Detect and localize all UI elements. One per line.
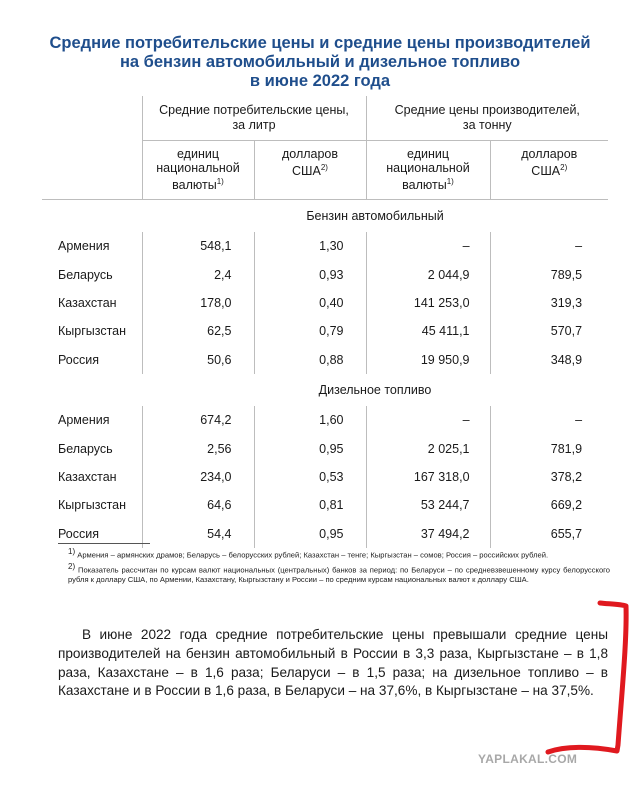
header-consumer-prices [142,96,366,141]
section-title: Бензин автомобильный [306,209,444,223]
country-name: Кыргызстан [58,498,127,513]
unit-text: валюты [402,178,447,193]
footnote-mark: 2) [68,561,76,571]
table-cell-value: 0,95 [254,520,366,548]
table-cell-value: 1,60 [254,406,366,434]
document-title [20,34,620,91]
table-cell-value: 37 494,2 [366,520,490,548]
table-cell-value: 0,79 [254,317,366,345]
section-row [42,200,608,233]
country-name: Казахстан [58,469,117,484]
section-title: Дизельное топливо [318,382,432,397]
country-name: Кыргызстан [58,324,127,339]
table-row [42,232,608,260]
table-row [42,463,608,491]
header-unit-usd-producer [490,141,608,200]
table-cell-value: 62,5 [142,317,254,345]
header-producer-line1: Средние цены производителей, [394,103,580,117]
table-row [42,317,608,345]
table-cell-value: 54,4 [142,520,254,548]
table-cell-value: – [490,406,608,434]
footnote-divider [58,543,150,544]
header-producer-prices [366,96,608,141]
table-cell-value: 141 253,0 [366,289,490,317]
table-cell-value: 669,2 [490,491,608,519]
country-name: Армения [58,239,110,254]
summary-text: В июне 2022 года средние потребительские цены превышали средние цены производителей на бензин автомобильный в России в 3,3 раза, Кыргызстане – в 1,8 раза, Казахстане – в 1,6 раза; Беларуси – в 1,5 раза; на дизельное топливо – в Казахстане и в России в 1,6 раза, в Беларуси – на 37,6%, в Кыргызстане – на 37,5%. [58,627,608,699]
table-cell-value: 570,7 [490,317,608,345]
country-name: Армения [58,413,110,428]
table-cell-value: 2 044,9 [366,260,490,288]
country-name: Беларусь [58,441,113,456]
title-line-1: Средние потребительские цены и средние цены производителей [49,34,591,52]
unit-text: единиц [407,147,450,162]
unit-text: национальной [386,161,470,176]
table-cell-value: 2 025,1 [366,434,490,462]
table-cell-value: 45 411,1 [366,317,490,345]
unit-text: США [531,164,561,179]
footnote-1-text: Армения – армянских драмов; Беларусь – белорусских рублей; Казахстан – тенге; Кыргызстан – сомов; Россия – российских рублей. [77,550,549,560]
footnotes [58,547,610,586]
table-cell-value: 0,53 [254,463,366,491]
table-cell-value: 319,3 [490,289,608,317]
header-unit-national-consumer [142,141,254,200]
summary-paragraph [58,626,608,701]
table-row [42,260,608,288]
table-cell-value: 0,93 [254,260,366,288]
header-consumer-line1: Средние потребительские цены, [159,103,349,117]
header-consumer-line2: за литр [232,118,276,132]
section-row [42,374,608,406]
footnote-ref: 1) [216,177,224,187]
footnote-2-text: Показатель рассчитан по курсам валют национальных (центральных) банков за период: по Беларуси – по средневзвешенному курсу белорусского рубля к доллару США, по Армении, Казахстану, Кыргызстану и России – по средним курсам национальных валют к доллару США. [68,565,610,585]
table-row [42,346,608,374]
footnote-1 [58,547,610,561]
unit-text: долларов [521,147,578,162]
table-cell-value: – [366,232,490,260]
footnote-ref: 2) [560,163,568,173]
title-line-3: в июне 2022 года [249,72,391,90]
header-row-groups [42,96,608,141]
table-row [42,491,608,519]
header-corner-2 [42,141,142,200]
table-cell-value: 0,88 [254,346,366,374]
table-cell-value: 50,6 [142,346,254,374]
country-name: Беларусь [58,267,113,282]
title-line-2: на бензин автомобильный и дизельное топливо [119,53,521,71]
table-body [42,200,608,548]
header-row-units [42,141,608,200]
header-unit-national-producer [366,141,490,200]
table-cell-value: 789,5 [490,260,608,288]
country-name: Казахстан [58,295,117,310]
table-row [42,289,608,317]
unit-text: США [292,164,321,179]
header-unit-usd-consumer [254,141,366,200]
header-corner [42,96,142,141]
table-cell-value: 0,40 [254,289,366,317]
price-table [42,96,608,548]
table-cell-value: 19 950,9 [366,346,490,374]
unit-text: единиц [177,147,219,162]
section-corner [42,374,142,406]
country-name: Россия [58,352,99,367]
country-name: Россия [58,526,99,541]
footnote-ref: 1) [446,177,454,187]
table-row [42,434,608,462]
table-cell-value: 53 244,7 [366,491,490,519]
table-row [42,406,608,434]
table-cell-value: 378,2 [490,463,608,491]
unit-text: долларов [281,147,339,162]
table-cell-value: 781,9 [490,434,608,462]
section-corner [42,200,142,233]
table-cell-value: – [366,406,490,434]
table-cell-value: 0,95 [254,434,366,462]
table-cell-value: 2,4 [142,260,254,288]
table-cell-value: – [490,232,608,260]
footnote-ref: 2) [320,163,328,173]
header-producer-line2: за тонну [462,118,512,132]
unit-text: валюты [172,178,217,193]
table-cell-value: 0,81 [254,491,366,519]
table-cell-value: 348,9 [490,346,608,374]
table-cell-value: 1,30 [254,232,366,260]
footnote-mark: 1) [68,547,76,556]
table-cell-value: 167 318,0 [366,463,490,491]
unit-text: национальной [156,161,240,176]
table-cell-value: 234,0 [142,463,254,491]
footnote-2 [58,562,610,586]
table-cell-value: 674,2 [142,406,254,434]
watermark: YAPLAKAL.COM [478,752,578,766]
table-cell-value: 2,56 [142,434,254,462]
table-cell-value: 64,6 [142,491,254,519]
table-cell-value: 548,1 [142,232,254,260]
table-cell-value: 655,7 [490,520,608,548]
table-cell-value: 178,0 [142,289,254,317]
